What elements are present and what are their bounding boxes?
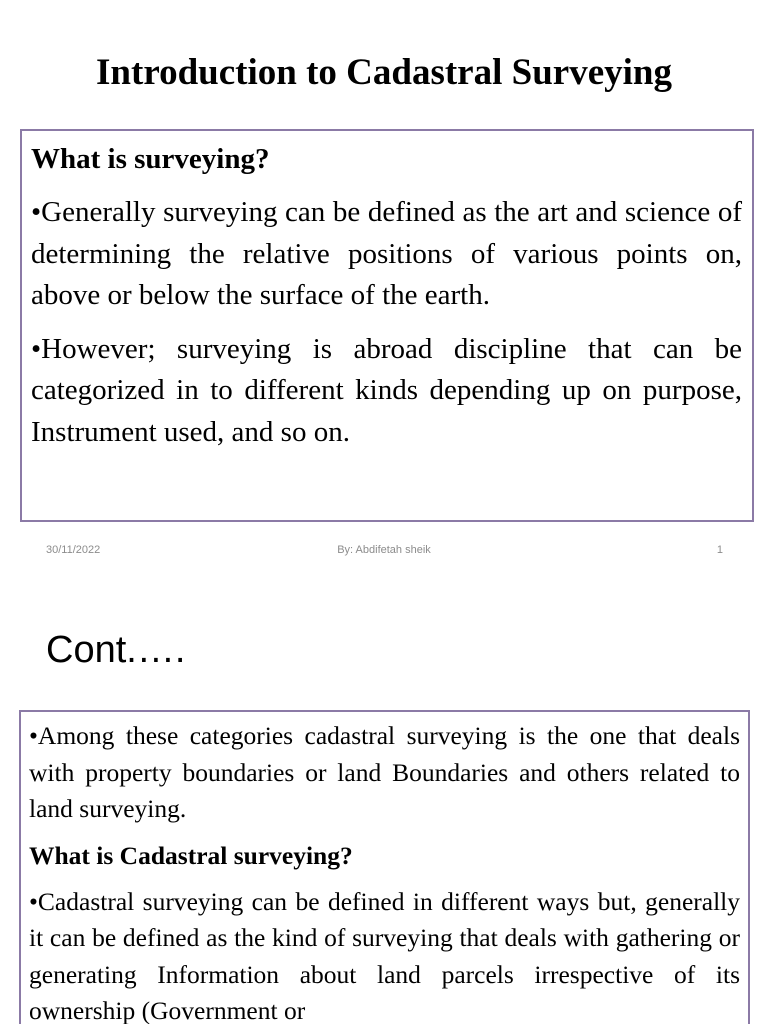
footer-author: By: Abdifetah sheik (337, 544, 431, 556)
content-box (19, 710, 750, 1024)
bullet-paragraph: •Among these categories cadastral surveying is the one that deals with property boundaries or land Boundaries and others related to land surveying. (29, 721, 740, 823)
content-box (20, 129, 754, 522)
section-heading: What is surveying? (31, 143, 270, 175)
bullet-paragraph: •Cadastral surveying can be defined in different ways but, generally it can be defined as the kind of surveying that deals with gathering or generating Information about land parcels irrespective of its ownership (Government or (29, 886, 740, 1024)
slide-title: Introduction to Cadastral Surveying (96, 52, 672, 93)
slide-title: Cont.…. (46, 629, 186, 671)
bullet-paragraph: •Generally surveying can be defined as the art and science of determining the relative positions of various points on, above or below the surface of the earth. (31, 196, 742, 311)
slide-2 (0, 580, 768, 1024)
footer-date: 30/11/2022 (46, 544, 101, 556)
footer-page-number: 1 (716, 544, 723, 556)
bullet-paragraph: •However; surveying is abroad discipline that can be categorized in to different kinds depending up on purpose, Instrument used, and so on. (31, 332, 742, 448)
section-heading: What is Cadastral surveying? (29, 840, 353, 870)
